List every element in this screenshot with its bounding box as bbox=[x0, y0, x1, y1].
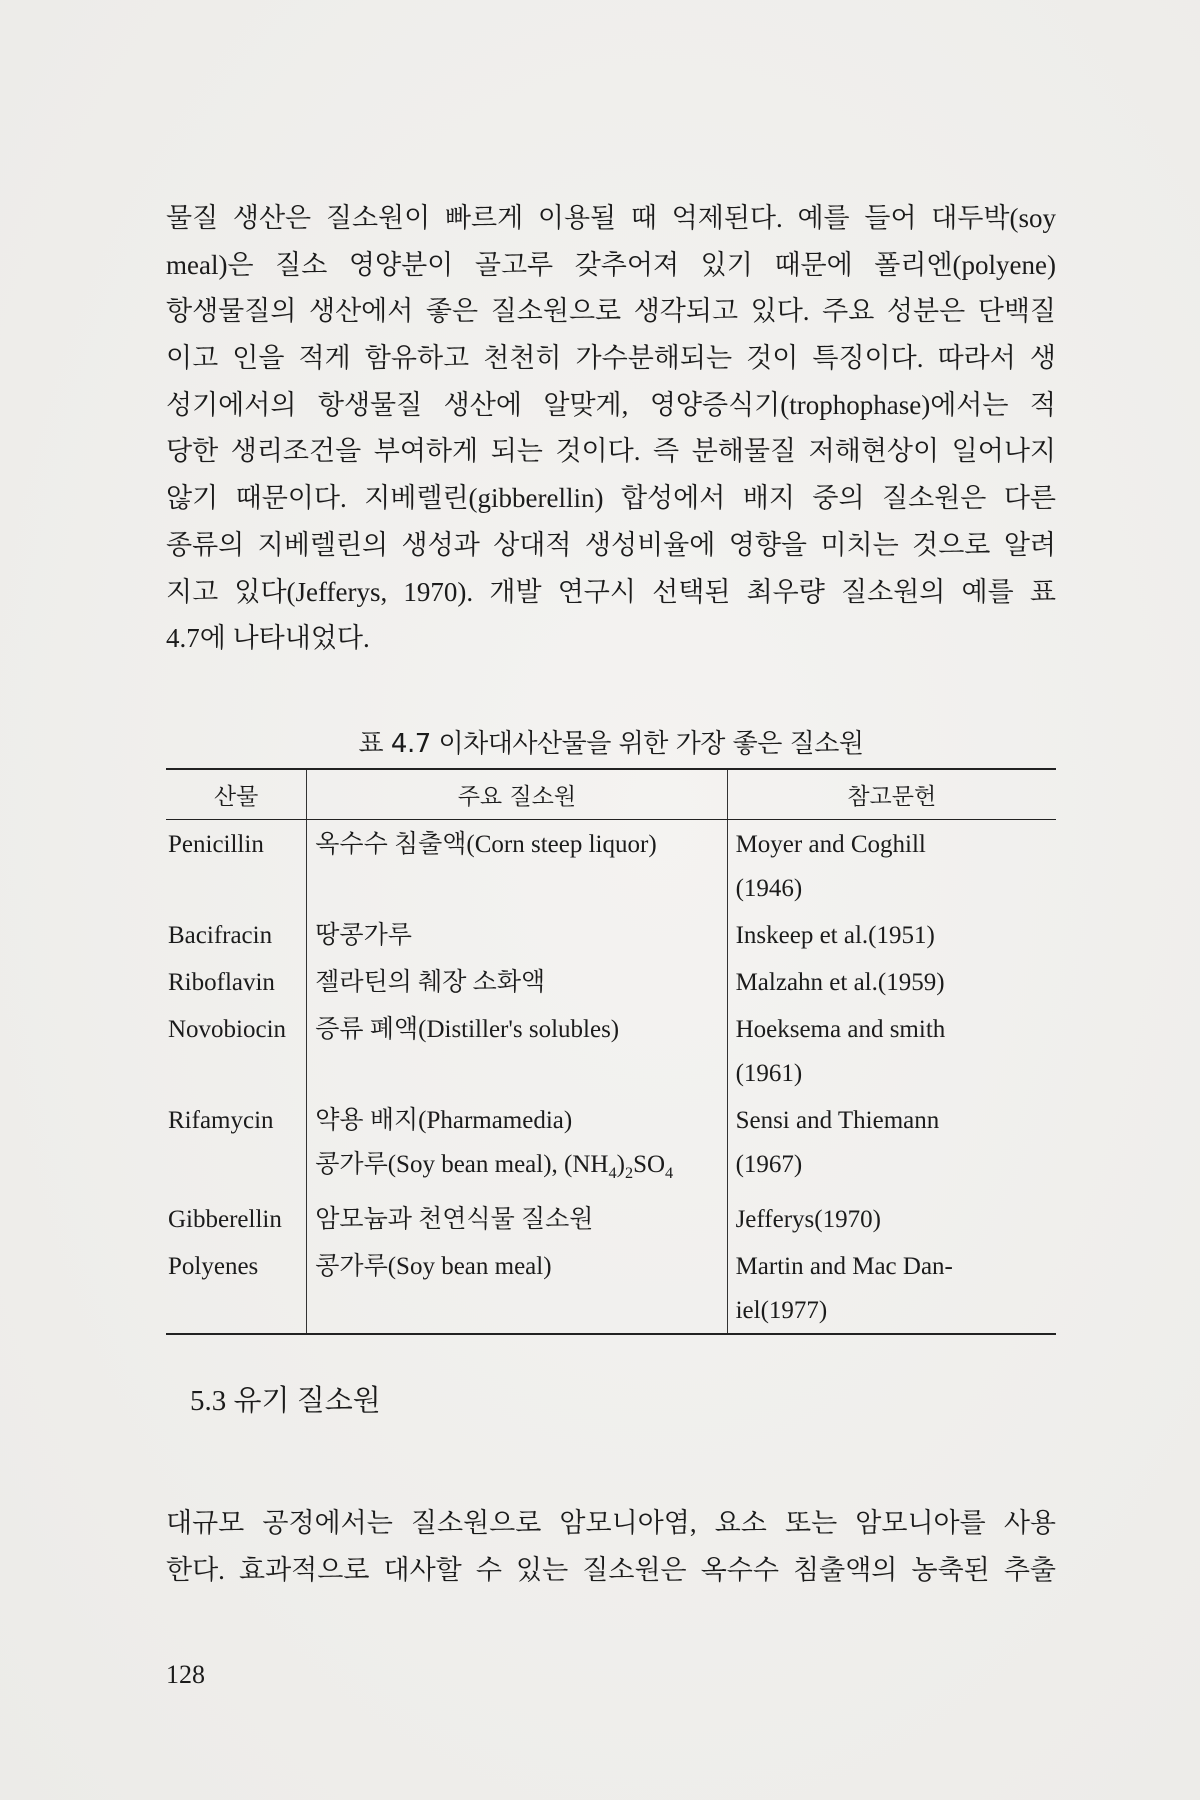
paragraph-line: 당한 생리조건을 부여하게 되는 것이다. 즉 분해물질 저해현상이 일어나지 bbox=[166, 436, 1056, 467]
reference-cell: Malzahn et al.(1959) bbox=[727, 958, 1056, 1005]
paragraph-line: 한다. 효과적으로 대사할 수 있는 질소원은 옥수수 침출액의 농축된 추출 bbox=[166, 1554, 1056, 1585]
header-reference: 참고문헌 bbox=[727, 769, 1056, 820]
source-cell: 콩가루(Soy bean meal) bbox=[307, 1242, 727, 1334]
table-row bbox=[166, 1005, 1056, 1096]
paragraph-line: meal)은 질소 영양분이 골고루 갖추어져 있기 때문에 폴리엔(polyene) bbox=[166, 249, 1056, 280]
paragraph-line: 이고 인을 적게 함유하고 천천히 가수분해되는 것이 특징이다. 따라서 생 bbox=[166, 343, 1056, 374]
product-cell: Penicillin bbox=[168, 831, 264, 858]
paragraph-line: 않기 때문이다. 지베렐린(gibberellin) 합성에서 배지 중의 질소원은 다른 bbox=[166, 483, 1056, 514]
table-row bbox=[166, 958, 1056, 1005]
header-nitrogen-source: 주요 질소원 bbox=[307, 769, 727, 820]
source-cell: 땅콩가루 bbox=[307, 911, 727, 958]
product-cell: Bacifracin bbox=[168, 922, 273, 949]
reference-cell: Martin and Mac Dan- iel(1977) bbox=[727, 1242, 1056, 1334]
reference-cell: Jefferys(1970) bbox=[727, 1195, 1056, 1242]
paragraph-line: 지고 있다(Jefferys, 1970). 개발 연구시 선택된 최우량 질소원의 예를 표 bbox=[166, 576, 1056, 607]
page-number: 128 bbox=[166, 1660, 205, 1689]
product-cell: Riboflavin bbox=[168, 969, 275, 996]
table-header-row bbox=[166, 769, 1056, 820]
table-row bbox=[166, 1195, 1056, 1242]
paragraph-line: 물질 생산은 질소원이 빠르게 이용될 때 억제된다. 예를 들어 대두박(soy bbox=[166, 203, 1056, 233]
source-cell: 젤라틴의 췌장 소화액 bbox=[307, 958, 727, 1005]
section-heading: 5.3 유기 질소원 bbox=[190, 1385, 381, 1417]
nitrogen-source-table bbox=[166, 768, 1056, 1335]
table-caption: 표 4.7 이차대사산물을 위한 가장 좋은 질소원 bbox=[358, 729, 864, 759]
paragraph-line: 대규모 공정에서는 질소원으로 암모니아염, 요소 또는 암모니아를 사용 bbox=[166, 1508, 1056, 1538]
intro-paragraph bbox=[166, 195, 1056, 662]
source-cell: 옥수수 침출액(Corn steep liquor) bbox=[307, 820, 727, 912]
product-cell: Rifamycin bbox=[168, 1107, 274, 1134]
table-row bbox=[166, 1242, 1056, 1334]
source-cell: 증류 폐액(Distiller's solubles) bbox=[307, 1005, 727, 1096]
paragraph-line: 성기에서의 항생물질 생산에 알맞게, 영양증식기(trophophase)에서는 적 bbox=[166, 389, 1056, 420]
product-cell: Gibberellin bbox=[168, 1206, 282, 1233]
paragraph-line: 항생물질의 생산에서 좋은 질소원으로 생각되고 있다. 주요 성분은 단백질 bbox=[166, 296, 1056, 327]
table-row bbox=[166, 911, 1056, 958]
reference-cell: Sensi and Thiemann (1967) bbox=[727, 1096, 1056, 1195]
reference-cell: Moyer and Coghill (1946) bbox=[727, 820, 1056, 912]
table-row bbox=[166, 1096, 1056, 1195]
header-product: 산물 bbox=[166, 769, 307, 820]
source-cell: 약용 배지(Pharmamedia) 콩가루(Soy bean meal), $(NH_4)_2SO_4$ bbox=[307, 1096, 727, 1195]
table-row bbox=[166, 820, 1056, 912]
source-cell: 암모늄과 천연식물 질소원 bbox=[307, 1195, 727, 1242]
reference-cell: Inskeep et al.(1951) bbox=[727, 911, 1056, 958]
paragraph-line: 4.7에 나타내었다. bbox=[166, 623, 370, 654]
formula-line: 콩가루(Soy bean meal), $(NH_4)_2SO_4$ bbox=[315, 1151, 674, 1182]
section-paragraph bbox=[166, 1500, 1056, 1593]
reference-cell: Hoeksema and smith (1961) bbox=[727, 1005, 1056, 1096]
product-cell: Polyenes bbox=[166, 1242, 307, 1334]
product-cell: Novobiocin bbox=[168, 1016, 287, 1043]
paragraph-line: 종류의 지베렐린의 생성과 상대적 생성비율에 영향을 미치는 것으로 알려 bbox=[166, 529, 1056, 560]
